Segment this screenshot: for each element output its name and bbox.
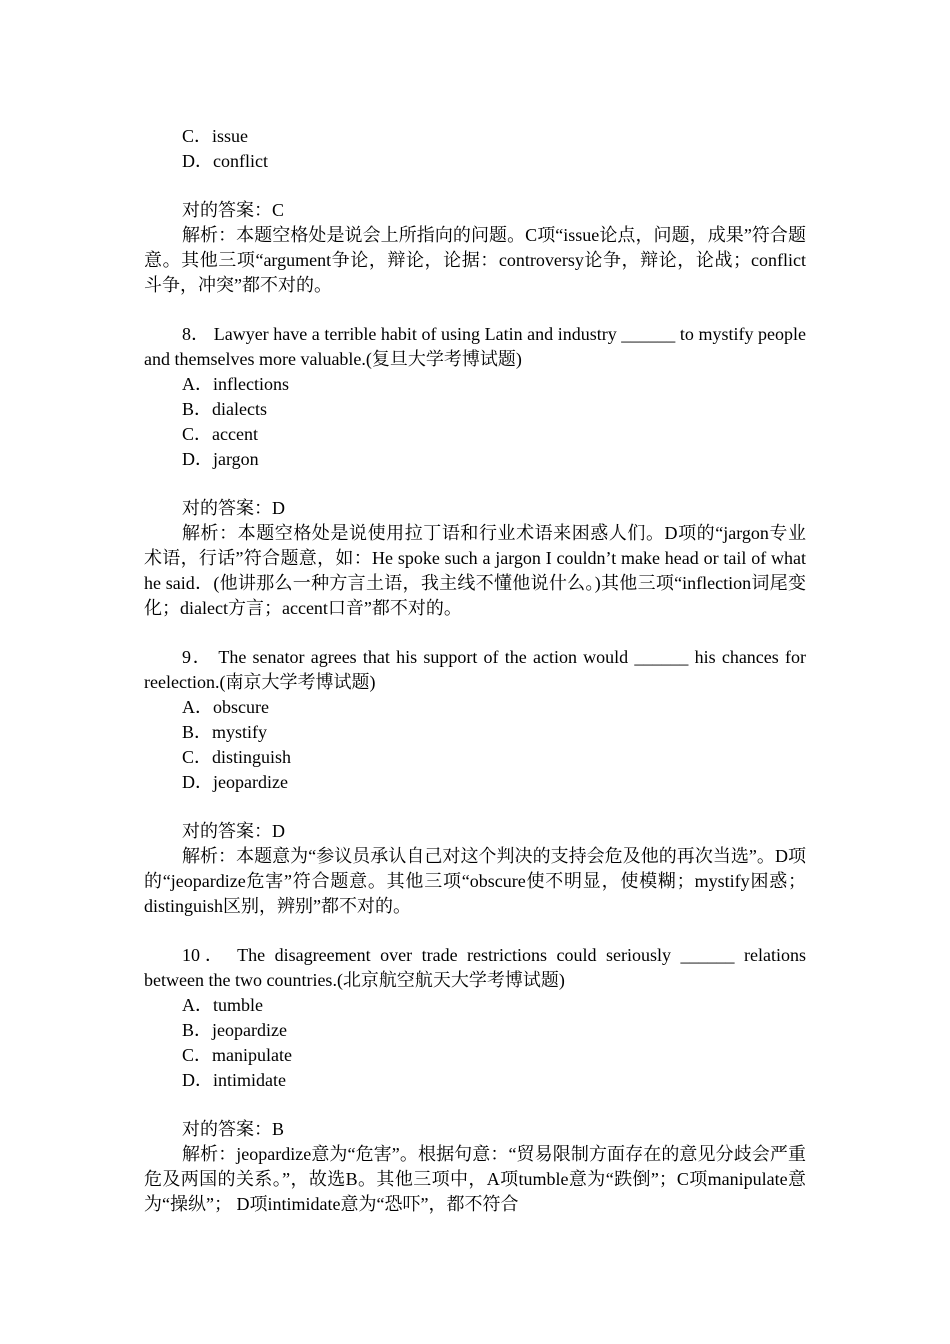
spacer [144, 298, 806, 322]
question-10: 10． The disagreement over trade restrictions could seriously ______ relations between the two countries.(北京航空航天大学考博试题) [144, 945, 806, 990]
spacer [144, 621, 806, 645]
option-c: C．issue [182, 126, 249, 146]
answer-line: 对的答案：D [182, 821, 285, 841]
analysis-paragraph: 解析：本题空格处是说使用拉丁语和行业术语来困惑人们。D项的“jargon专业术语，行话”符合题意，如：He spoke such a jargon I couldn’t make head or tail of what he said．(他讲那么一种方言土语，我主线不懂他说什么。)其他三项“inflection词尾变化；dialect方言；accent口音”都不对的。 [144, 523, 806, 618]
question-9: 9． The senator agrees that his support of the action would ______ his chances for reelection.(南京大学考博试题) [144, 647, 806, 692]
spacer [144, 795, 806, 819]
answer-line: 对的答案：D [182, 498, 285, 518]
spacer [144, 1093, 806, 1117]
option-d: D．jeopardize [182, 772, 288, 792]
analysis-paragraph: 解析：本题意为“参议员承认自己对这个判决的支持会危及他的再次当选”。D项的“jeopardize危害”符合题意。其他三项“obscure使不明显，使模糊；mystify困惑；distinguish区别，辨别”都不对的。 [144, 846, 806, 916]
option-c: C．accent [182, 424, 258, 444]
option-d: D．conflict [182, 151, 268, 171]
option-d: D．jargon [182, 449, 259, 469]
option-b: B．dialects [182, 399, 267, 419]
document-page [144, 124, 806, 1217]
option-a: A．obscure [182, 697, 269, 717]
spacer [144, 472, 806, 496]
option-b: B．mystify [182, 722, 268, 742]
spacer [144, 919, 806, 943]
option-d: D．intimidate [182, 1070, 286, 1090]
analysis-paragraph: 解析：jeopardize意为“危害”。根据句意：“贸易限制方面存在的意见分歧会严重危及两国的关系。”，故选B。其他三项中，A项tumble意为“跌倒”；C项manipulate意为“操纵”； D项intimidate意为“恐吓”，都不符合 [144, 1144, 806, 1214]
spacer [144, 174, 806, 198]
analysis-paragraph: 解析：本题空格处是说会上所指向的问题。C项“issue论点，问题，成果”符合题意。其他三项“argument争论，辩论，论据：controversy论争，辩论，论战；conflict斗争，冲突”都不对的。 [144, 225, 806, 295]
question-8: 8． Lawyer have a terrible habit of using Latin and industry ______ to mystify people and themselves more valuable.(复旦大学考博试题) [144, 324, 806, 369]
option-a: A．inflections [182, 374, 289, 394]
answer-line: 对的答案：C [182, 200, 285, 220]
option-a: A．tumble [182, 995, 263, 1015]
option-c: C．manipulate [182, 1045, 292, 1065]
option-c: C．distinguish [182, 747, 292, 767]
option-b: B．jeopardize [182, 1020, 287, 1040]
answer-line: 对的答案：B [182, 1119, 285, 1139]
